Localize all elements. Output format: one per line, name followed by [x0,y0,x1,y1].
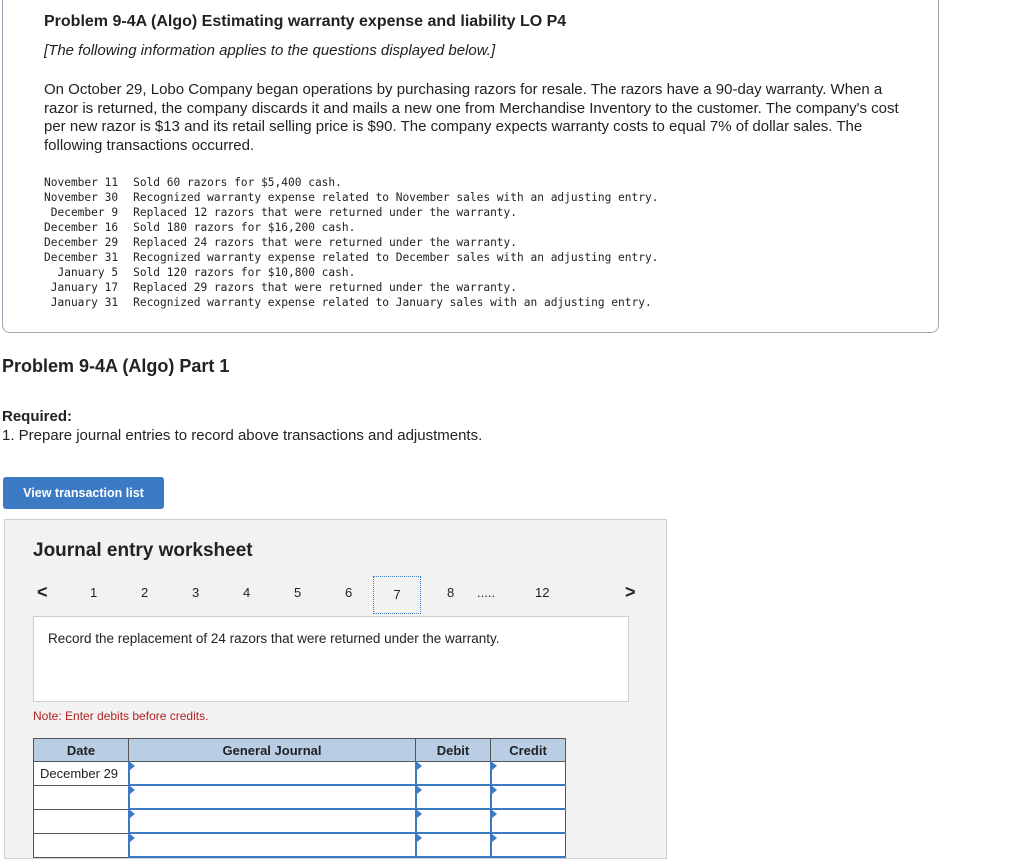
page-1[interactable]: 1 [90,585,98,600]
account-input[interactable] [129,809,416,833]
chevron-right-icon[interactable]: > [625,582,636,602]
debit-input[interactable] [416,833,491,857]
transaction-row [44,280,658,295]
entry-prompt: Record the replacement of 24 razors that were returned under the warranty. [48,631,500,646]
row-date [34,809,129,833]
page-3[interactable]: 3 [192,585,200,600]
transaction-row [44,265,658,280]
page-4[interactable]: 4 [243,585,251,600]
table-row [34,809,566,833]
transaction-row [44,220,658,235]
credit-input[interactable] [491,809,566,833]
chevron-left-icon[interactable]: < [37,582,48,602]
view-transaction-list-button[interactable]: View transaction list [3,477,164,509]
required-label: Required: [2,408,73,425]
journal-entry-worksheet [4,519,667,859]
transaction-list [44,175,658,310]
problem-subtitle: [The following information applies to the questions displayed below.] [44,42,496,59]
problem-title: Problem 9-4A (Algo) Estimating warranty expense and liability LO P4 [44,13,567,30]
table-row [34,833,566,857]
debit-input[interactable] [416,785,491,809]
row-date [34,833,129,857]
col-debit: Debit [416,739,491,762]
col-credit: Credit [491,739,566,762]
account-input[interactable] [129,785,416,809]
entry-prompt-box [33,616,629,702]
page-ellipsis: ..... [477,585,496,600]
transaction-text: Recognized warranty expense related to November sales with an adjusting entry. [133,191,659,204]
transaction-date: January 31 [50,296,119,309]
row-date: December 29 [34,762,129,786]
transaction-date: December 31 [44,251,119,264]
transaction-date: January 5 [57,266,119,279]
transaction-text: Recognized warranty expense related to January sales with an adjusting entry. [133,296,652,309]
transaction-text: Sold 180 razors for $16,200 cash. [133,221,356,234]
page-7-active[interactable]: 7 [373,576,421,614]
worksheet-pager [5,582,668,608]
col-date: Date [34,739,129,762]
transaction-row [44,205,658,220]
transaction-date: November 30 [44,191,119,204]
credit-input[interactable] [491,833,566,857]
transaction-date: November 11 [44,176,119,189]
transaction-date: January 17 [50,281,119,294]
table-row [34,785,566,809]
table-row [34,762,566,786]
entry-note: Note: Enter debits before credits. [33,709,209,723]
page-12[interactable]: 12 [535,585,550,600]
debit-input[interactable] [416,762,491,786]
page-5[interactable]: 5 [294,585,302,600]
transaction-date: December 29 [44,236,119,249]
part-title: Problem 9-4A (Algo) Part 1 [2,356,230,376]
credit-input[interactable] [491,785,566,809]
transaction-text: Replaced 24 razors that were returned under the warranty. [133,236,518,249]
transaction-row [44,235,658,250]
account-input[interactable] [129,833,416,857]
transaction-row [44,295,658,310]
transaction-row [44,250,658,265]
transaction-row [44,190,658,205]
worksheet-title: Journal entry worksheet [33,540,253,561]
account-input[interactable] [129,762,416,786]
journal-entry-table [33,738,566,858]
required-text: 1. Prepare journal entries to record above transactions and adjustments. [2,427,483,444]
transaction-text: Sold 120 razors for $10,800 cash. [133,266,356,279]
page-6[interactable]: 6 [345,585,353,600]
transaction-date: December 16 [44,221,119,234]
debit-input[interactable] [416,809,491,833]
credit-input[interactable] [491,762,566,786]
transaction-text: Replaced 29 razors that were returned under the warranty. [133,281,518,294]
row-date [34,785,129,809]
problem-description: On October 29, Lobo Company began operations by purchasing razors for resale. The razors have a 90-day warranty. When a razor is returned, the company discards it and mails a new one from Merchandise Inventory to the customer. The company's cost per new razor is $13 and its retail selling price is $90. The company expects warranty costs to equal 7% of dollar sales. The following transactions occurred. [44,81,899,154]
col-general-journal: General Journal [129,739,416,762]
transaction-text: Sold 60 razors for $5,400 cash. [133,176,342,189]
transaction-date: December 9 [50,206,119,219]
transaction-text: Recognized warranty expense related to December sales with an adjusting entry. [133,251,659,264]
page-8[interactable]: 8 [447,585,455,600]
page-2[interactable]: 2 [141,585,149,600]
transaction-row [44,175,658,190]
transaction-text: Replaced 12 razors that were returned under the warranty. [133,206,518,219]
